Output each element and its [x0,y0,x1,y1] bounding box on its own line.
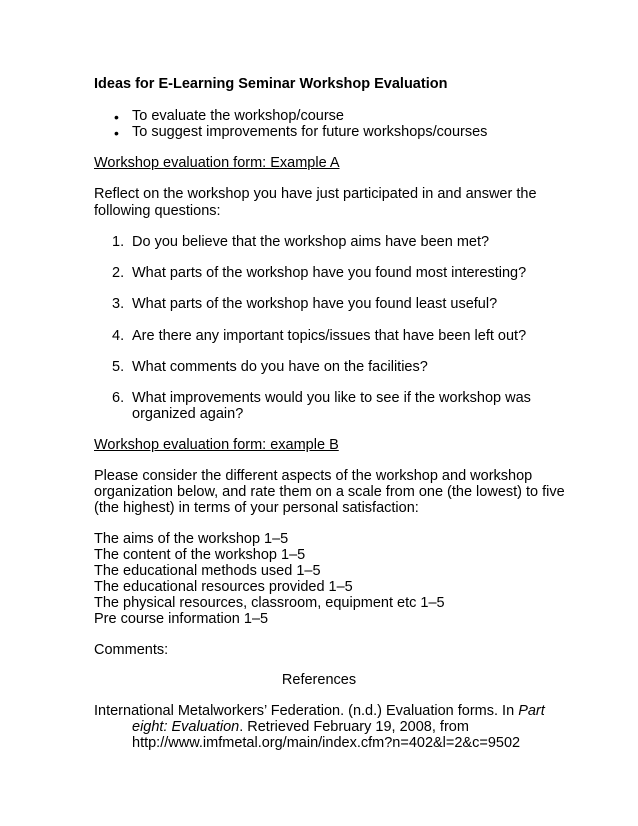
question-number: 5. [112,359,125,375]
question-number: 2. [112,265,125,281]
rating-item: The physical resources, classroom, equipment etc 1–5 [94,595,445,611]
example-a-intro-line: Reflect on the workshop you have just participated in and answer the [94,186,537,202]
question-text: What improvements would you like to see if the workshop was [132,390,531,406]
reference-text: . Retrieved February 19, 2008, from [239,719,469,735]
reference-italic: eight: Evaluation [132,719,240,735]
example-b-intro-line: (the highest) in terms of your personal satisfaction: [94,500,419,516]
question-number: 4. [112,328,125,344]
example-a-heading: Workshop evaluation form: Example A [94,155,340,171]
question-number: 1. [112,234,125,250]
example-b-intro-line: Please consider the different aspects of the workshop and workshop [94,468,533,484]
reference-text: International Metalworkers’ Federation. (n.d.) Evaluation forms. In [94,703,519,719]
example-b-heading: Workshop evaluation form: example B [94,437,339,453]
reference-italic: Part [518,703,545,719]
reference-url: http://www.imfmetal.org/main/index.cfm?n=402&l=2&c=9502 [132,735,521,751]
question-text: What parts of the workshop have you found most interesting? [132,265,527,281]
bullet-icon: • [114,125,119,141]
list-item: To suggest improvements for future workshops/courses [132,124,488,140]
reference-entry-line [132,719,469,735]
rating-item: The content of the workshop 1–5 [94,547,306,563]
rating-item: Pre course information 1–5 [94,611,269,627]
question-text: What parts of the workshop have you found least useful? [132,296,498,312]
comments-label: Comments: [94,642,169,658]
rating-item: The educational methods used 1–5 [94,563,321,579]
question-number: 6. [112,390,125,406]
document-title: Ideas for E-Learning Seminar Workshop Evaluation [94,76,448,92]
question-text: Do you believe that the workshop aims have been met? [132,234,490,250]
question-text: Are there any important topics/issues that have been left out? [132,328,527,344]
example-b-intro-line: organization below, and rate them on a scale from one (the lowest) to five [94,484,565,500]
rating-item: The educational resources provided 1–5 [94,579,353,595]
references-heading: References [281,672,357,688]
bullet-icon: • [114,109,119,125]
question-text-continued: organized again? [132,406,244,422]
list-item: To evaluate the workshop/course [132,108,344,124]
rating-item: The aims of the workshop 1–5 [94,531,289,547]
example-a-intro-line: following questions: [94,203,221,219]
reference-entry-line [94,703,545,719]
question-text: What comments do you have on the facilities? [132,359,428,375]
question-number: 3. [112,296,125,312]
